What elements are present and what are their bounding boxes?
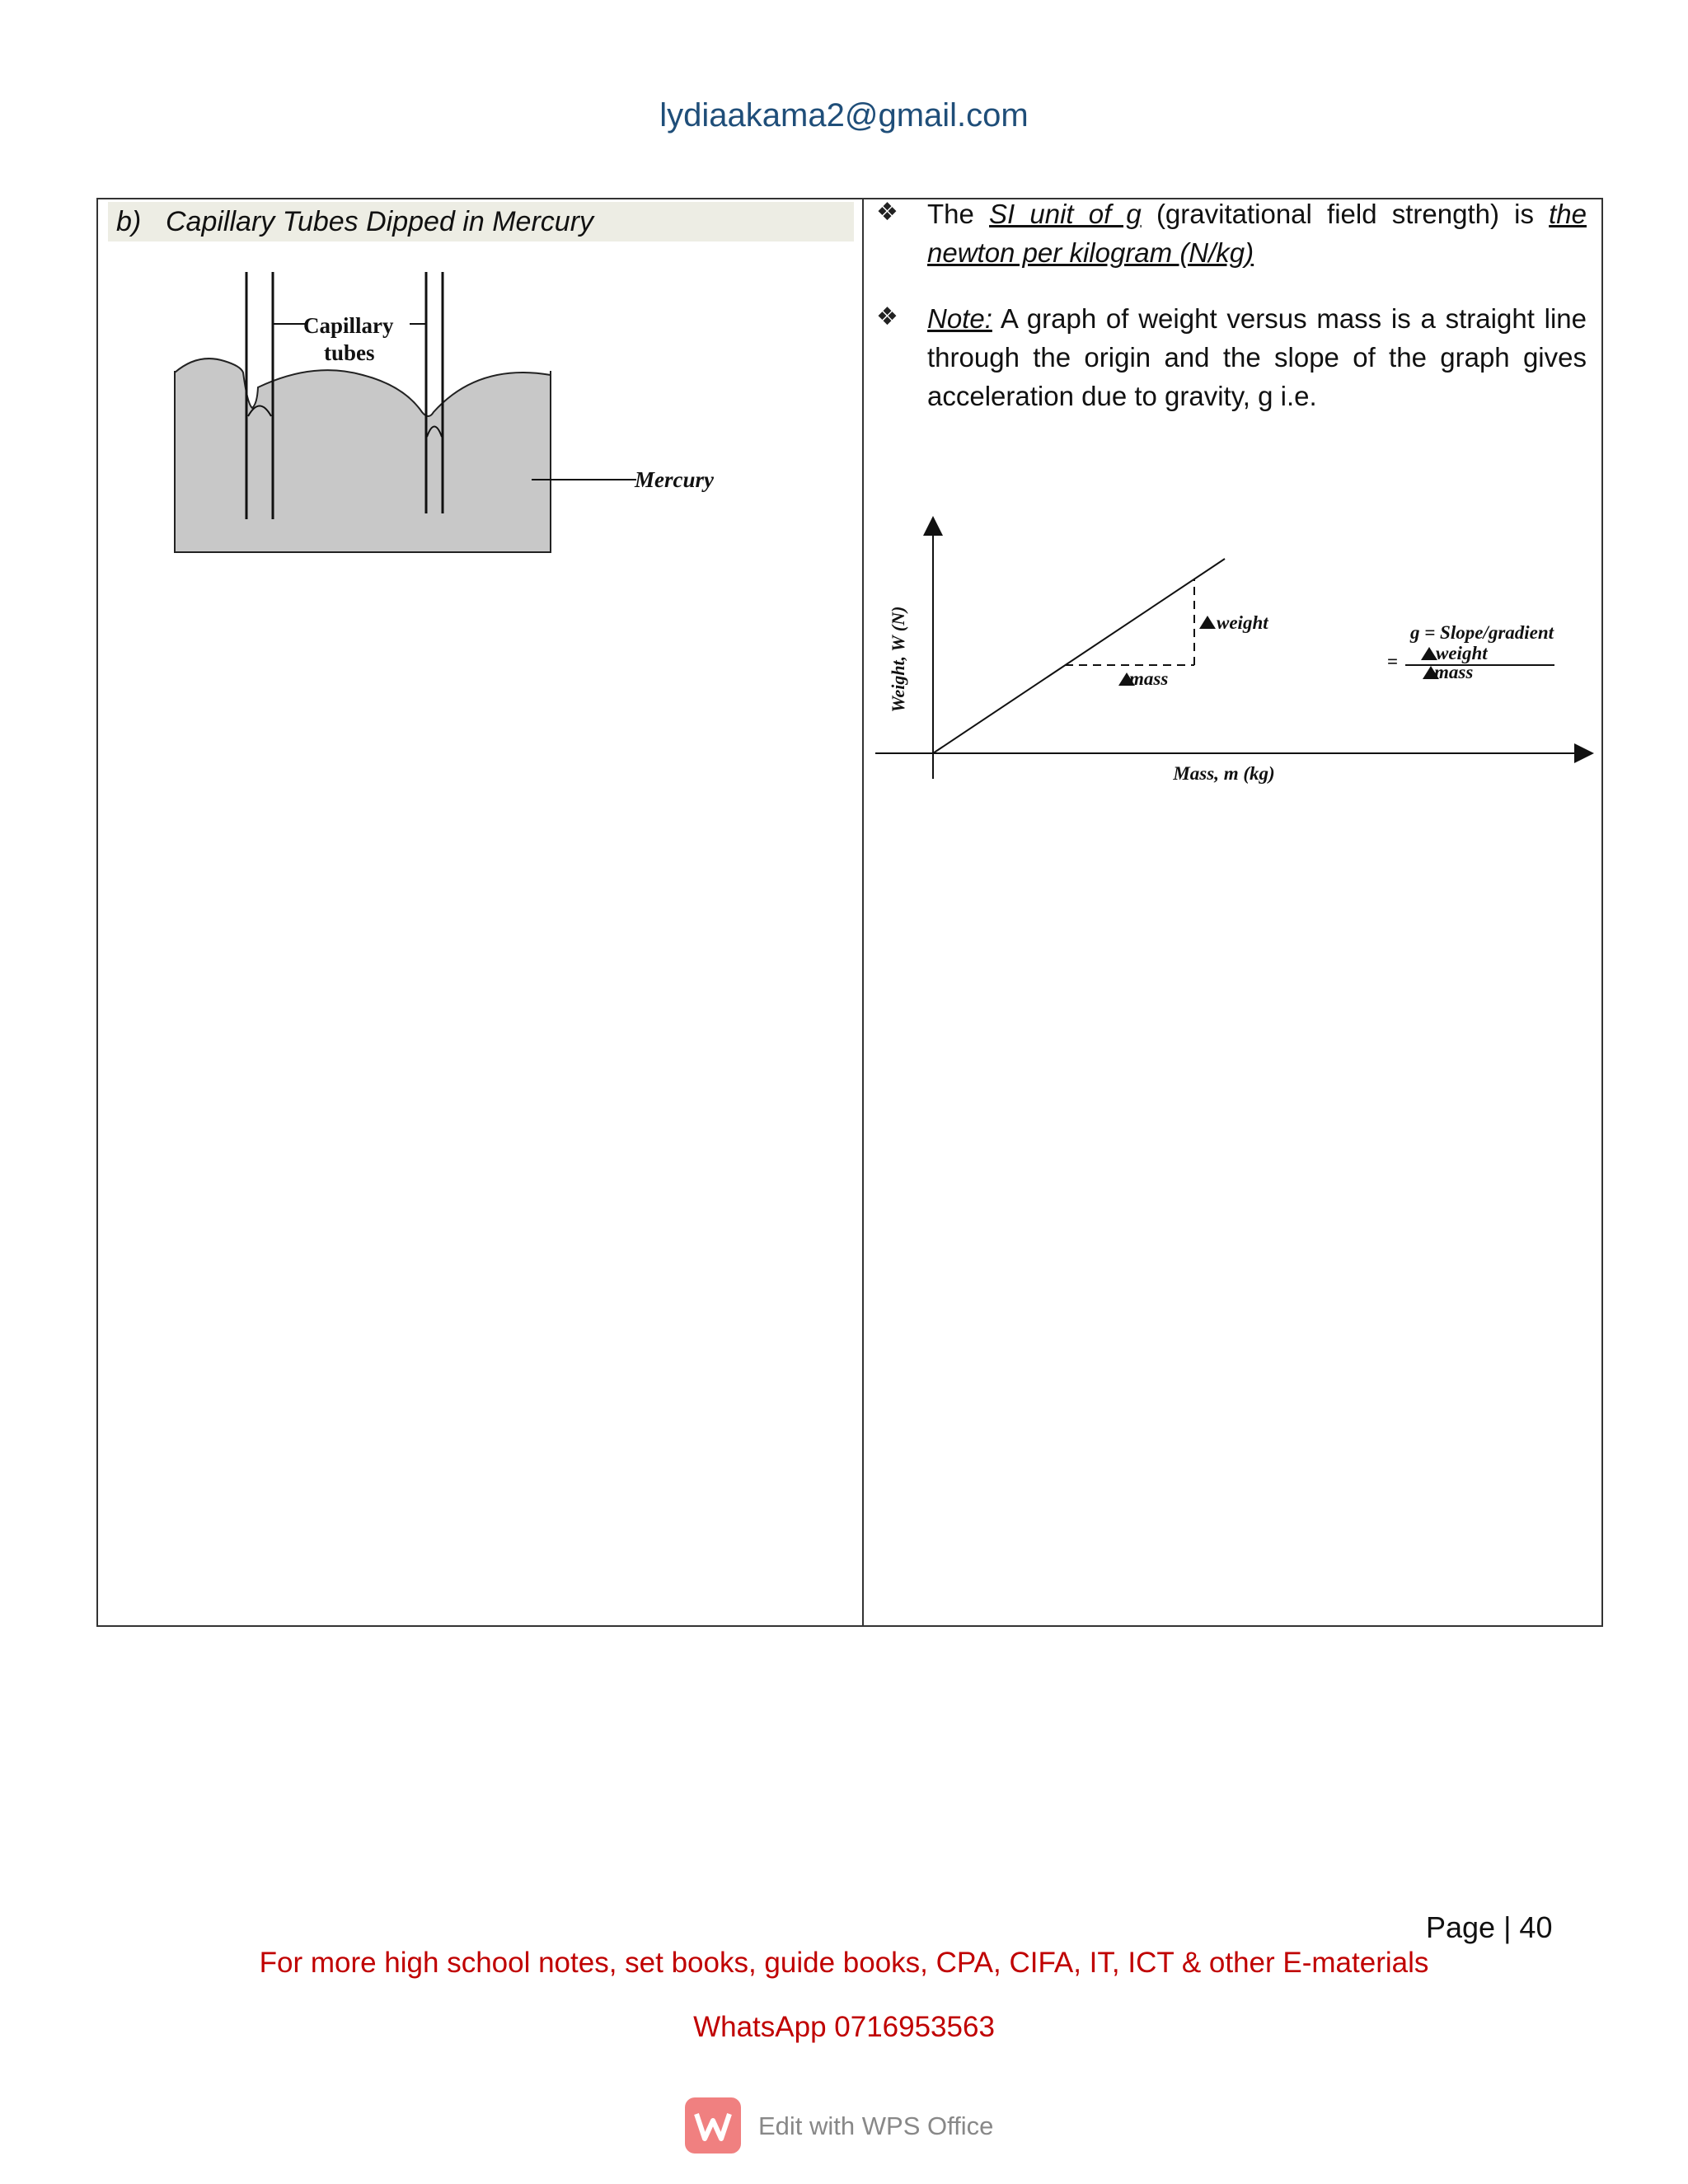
header-email: lydiaakama2@gmail.com bbox=[659, 97, 1029, 134]
weight-mass-graph bbox=[874, 511, 1599, 791]
formula-top: g = Slope/gradient bbox=[1409, 622, 1554, 643]
label-mercury: Mercury bbox=[635, 467, 714, 492]
left-heading bbox=[108, 202, 854, 241]
note-paragraph: Note: A graph of weight versus mass is a straight line through the origin and the slope of the graph gives acceleration due to gravity, g i.e. bbox=[927, 303, 1587, 411]
heading-label: b) bbox=[116, 206, 142, 237]
label-tubes: tubes bbox=[324, 340, 375, 365]
footer-promo: For more high school notes, set books, guide books, CPA, CIFA, IT, ICT & other E-materials bbox=[259, 1947, 1429, 1979]
formula-equals: = bbox=[1387, 651, 1399, 672]
formula-denominator: mass bbox=[1434, 662, 1474, 682]
delta-icon bbox=[1199, 616, 1216, 629]
footer-whatsapp: WhatsApp 0716953563 bbox=[693, 2011, 995, 2043]
delta-icon bbox=[1421, 647, 1437, 660]
x-axis-label: Mass, m (kg) bbox=[1173, 763, 1275, 784]
wps-logo-icon[interactable] bbox=[685, 2097, 741, 2154]
heading-text: Capillary Tubes Dipped in Mercury bbox=[166, 206, 594, 237]
wps-edit-link[interactable]: Edit with WPS Office bbox=[758, 2111, 994, 2140]
capillary-diagram bbox=[165, 264, 758, 560]
y-axis-label: Weight, W (N) bbox=[888, 606, 908, 713]
page-number: Page | 40 bbox=[1426, 1910, 1553, 1944]
column-divider bbox=[862, 198, 864, 1627]
delta-weight-label: weight bbox=[1217, 612, 1268, 633]
bullet-icon: ❖ bbox=[876, 303, 898, 330]
delta-mass-label: mass bbox=[1129, 668, 1169, 689]
formula-numerator: weight bbox=[1436, 643, 1488, 663]
weight-mass-line bbox=[933, 559, 1225, 753]
label-capillary: Capillary bbox=[303, 313, 394, 338]
si-unit-paragraph: The SI unit of g (gravitational field strength) is the newton per kilogram (N/kg) bbox=[927, 199, 1587, 268]
bullet-icon: ❖ bbox=[876, 199, 898, 226]
